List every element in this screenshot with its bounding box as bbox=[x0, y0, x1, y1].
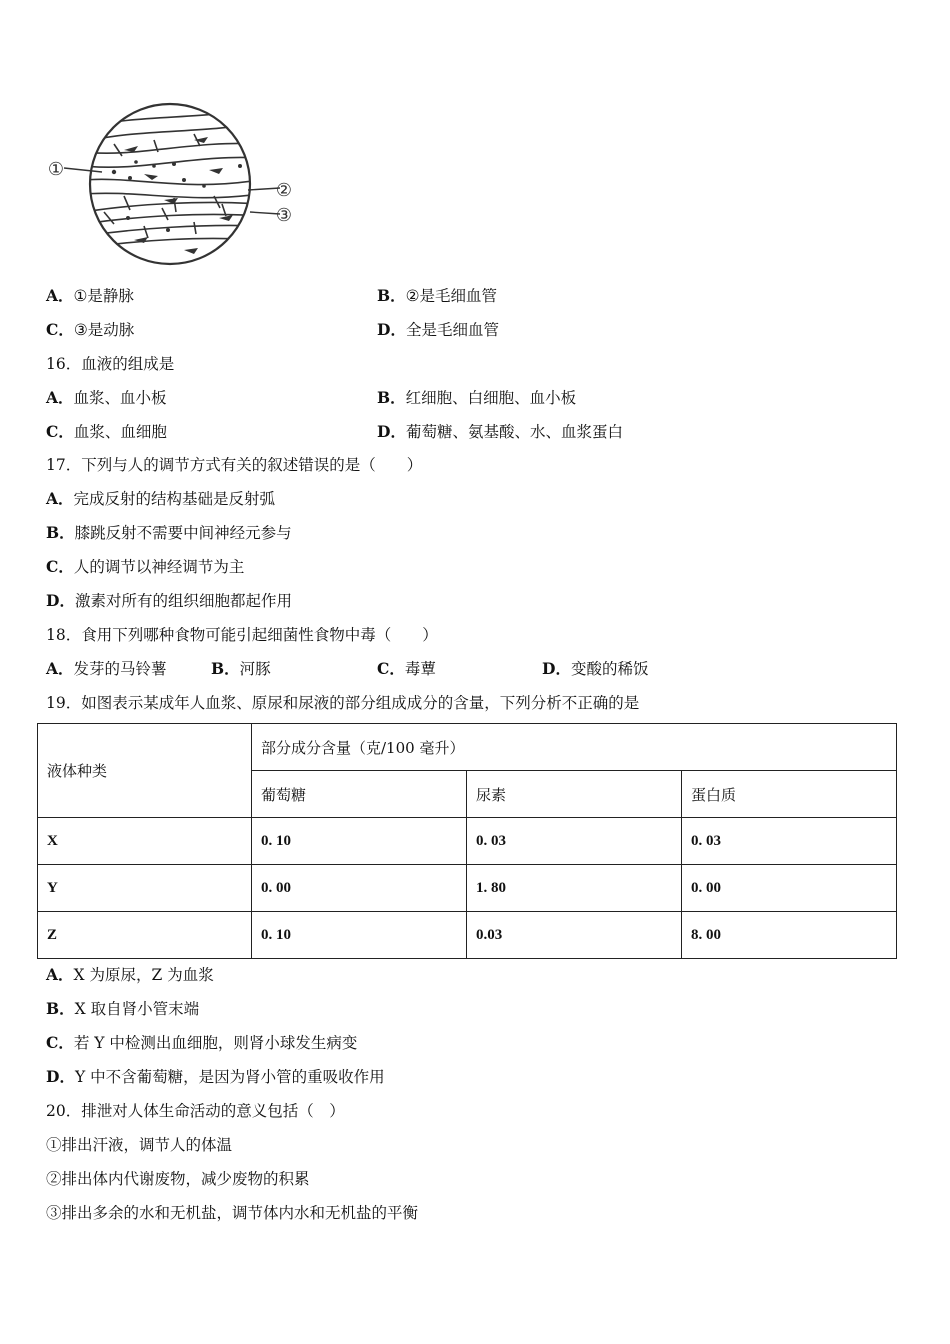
table-cell: 0. 03 bbox=[682, 818, 897, 865]
table-cell: 0. 10 bbox=[252, 818, 467, 865]
q16-stem: 16．血液的组成是 bbox=[46, 355, 175, 373]
table-row bbox=[38, 865, 897, 912]
q15-option-c: C．③是动脉 bbox=[46, 320, 135, 339]
q18-option-c: C．毒蕈 bbox=[377, 659, 436, 678]
table-cell: 1. 80 bbox=[467, 865, 682, 912]
q16-option-b: B．红细胞、白细胞、血小板 bbox=[377, 388, 577, 407]
table-cell: 8. 00 bbox=[682, 912, 897, 959]
q20-stem: 20．排泄对人体生命活动的意义包括（ ） bbox=[46, 1102, 345, 1120]
table-row bbox=[38, 818, 897, 865]
table-cell: 0. 00 bbox=[252, 865, 467, 912]
q17-option-a: A．完成反射的结构基础是反射弧 bbox=[46, 489, 276, 508]
q19-option-d: D．Y 中不含葡萄糖，是因为肾小管的重吸收作用 bbox=[46, 1067, 385, 1086]
q17-option-d: D．激素对所有的组织细胞都起作用 bbox=[46, 591, 292, 610]
q18-option-d: D．变酸的稀饭 bbox=[542, 659, 649, 678]
q17-option-b: B．膝跳反射不需要中间神经元参与 bbox=[46, 523, 292, 542]
composition-table bbox=[37, 723, 897, 959]
q17-option-c: C．人的调节以神经调节为主 bbox=[46, 557, 245, 576]
row-label: Y bbox=[38, 865, 252, 912]
q17-stem: 17．下列与人的调节方式有关的叙述错误的是（ ） bbox=[46, 456, 423, 474]
q19-option-a: A．X 为原尿，Z 为血浆 bbox=[46, 965, 214, 984]
figure-label-3: ③ bbox=[275, 205, 293, 226]
table-cell: 0. 03 bbox=[467, 818, 682, 865]
figure-label-1: ① bbox=[47, 159, 65, 180]
row-label: X bbox=[38, 818, 252, 865]
column-header-urea: 尿素 bbox=[467, 771, 682, 818]
q15-option-a: A．①是静脉 bbox=[46, 286, 134, 305]
column-header-glucose: 葡萄糖 bbox=[252, 771, 467, 818]
q20-item-1: ①排出汗液，调节人的体温 bbox=[46, 1136, 233, 1154]
row-label: Z bbox=[38, 912, 252, 959]
q20-item-2: ②排出体内代谢废物，减少废物的积累 bbox=[46, 1170, 310, 1188]
q18-option-a: A．发芽的马铃薯 bbox=[46, 659, 167, 678]
q16-option-c: C．血浆、血细胞 bbox=[46, 422, 167, 441]
table-header-row bbox=[38, 724, 897, 771]
table-cell: 0. 10 bbox=[252, 912, 467, 959]
q15-option-b: B．②是毛细血管 bbox=[377, 286, 498, 305]
table-row bbox=[38, 912, 897, 959]
column-header-protein: 蛋白质 bbox=[682, 771, 897, 818]
q18-stem: 18．食用下列哪种食物可能引起细菌性食物中毒（ ） bbox=[46, 626, 438, 644]
q19-stem: 19．如图表示某成年人血浆、原尿和尿液的部分组成成分的含量，下列分析不正确的是 bbox=[46, 694, 640, 712]
table-cell: 0.03 bbox=[467, 912, 682, 959]
q16-option-a: A．血浆、血小板 bbox=[46, 388, 167, 407]
row-header-cell: 液体种类 bbox=[38, 724, 252, 818]
q20-item-3: ③排出多余的水和无机盐，调节体内水和无机盐的平衡 bbox=[46, 1204, 419, 1222]
table-cell: 0. 00 bbox=[682, 865, 897, 912]
q16-option-d: D．葡萄糖、氨基酸、水、血浆蛋白 bbox=[377, 422, 623, 441]
q19-option-b: B．X 取自肾小管末端 bbox=[46, 999, 200, 1018]
figure-label-2: ② bbox=[275, 180, 293, 201]
q15-option-d: D．全是毛细血管 bbox=[377, 320, 499, 339]
blood-vessel-microscope-figure bbox=[44, 100, 296, 270]
q18-option-b: B．河豚 bbox=[211, 659, 271, 678]
group-header-cell: 部分成分含量（克/100 毫升） bbox=[252, 724, 897, 771]
q19-option-c: C．若 Y 中检测出血细胞，则肾小球发生病变 bbox=[46, 1033, 358, 1052]
